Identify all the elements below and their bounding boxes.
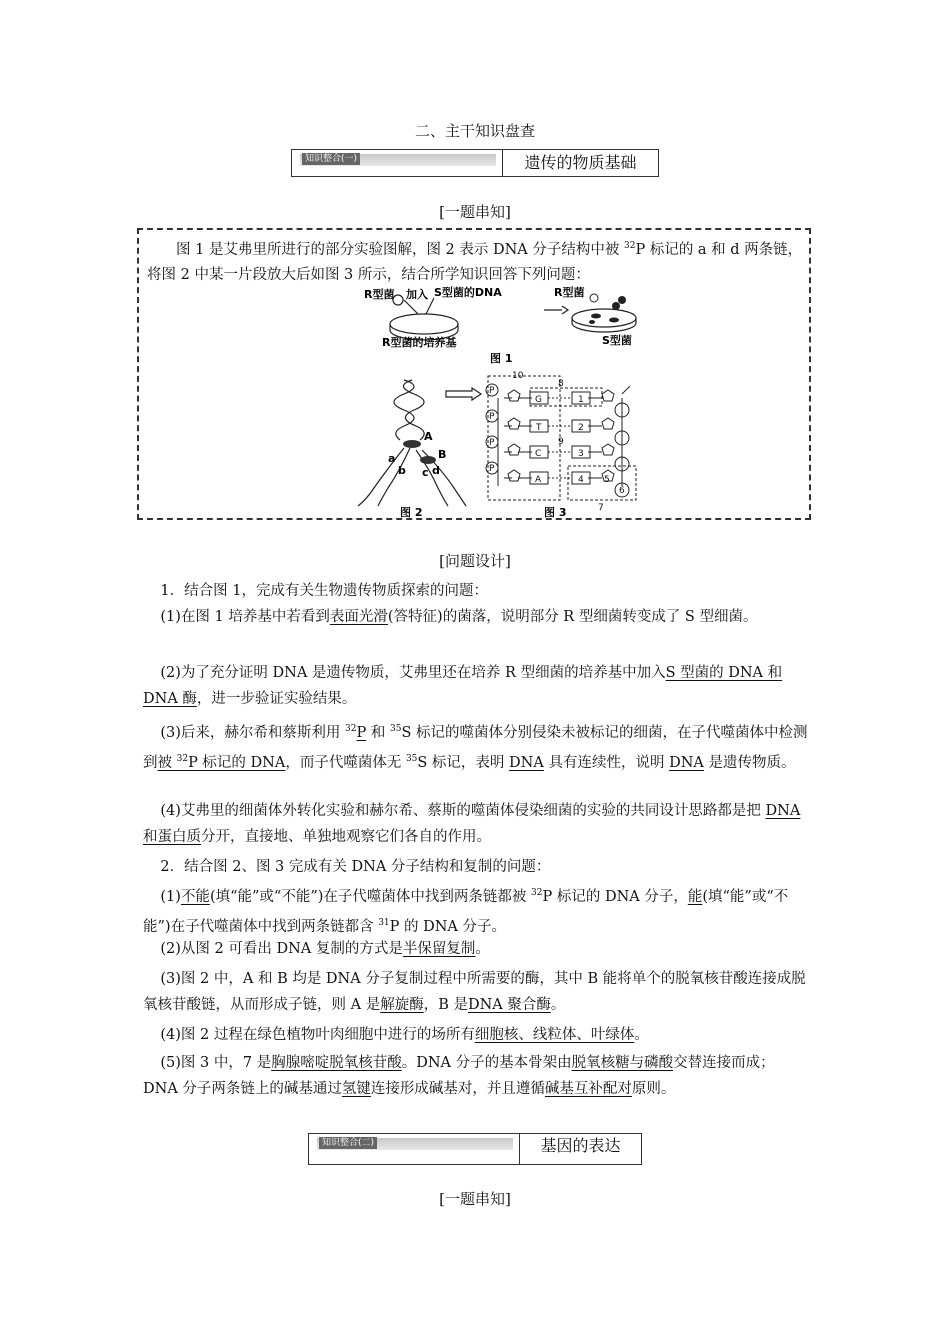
fig3-num-3: 3 <box>578 449 584 459</box>
fig3-base-2: T <box>536 423 542 433</box>
fig2-c: c <box>422 466 429 479</box>
fig1-r-label: R型菌 <box>364 288 395 301</box>
fig2-a: a <box>388 452 396 465</box>
q2-sub-5: (5)图 3 中，7 是胸腺嘧啶脱氧核苷酸。DNA 分子的基本骨架由脱氧核糖与磷酸交替连接而成；DNA 分子两条链上的碱基通过氢键连接形成碱基对，并且遵循碱基互补配对原则。 <box>143 1055 775 1097</box>
fig1-r-right-label: R型菌 <box>554 286 585 299</box>
fig3-caption: 图 3 <box>544 506 567 519</box>
fig1-add-label: 加入 <box>406 288 428 301</box>
fig3-num-8: 8 <box>558 379 564 389</box>
fig1-medium-label: R型菌的培养基 <box>382 336 457 349</box>
fig3-num-6: 6 <box>619 486 625 496</box>
figure-1 <box>364 286 654 366</box>
section-title: 二、主干知识盘查 <box>414 122 535 140</box>
q2-sub-1: (1)不能(填“能”或“不能”)在子代噬菌体中找到两条链都被 $^{32}$P 标记的 DNA 分子，能(填“能”或“不能”)在子代噬菌体中找到两条链都含 $^{31}$P 的 DNA 分子。 <box>143 888 789 935</box>
fig3-p-1: P <box>489 386 495 396</box>
fig3-p-4: P <box>489 464 495 474</box>
bracket-questions: [问题设计] <box>439 552 511 570</box>
fig3-num-9: 9 <box>558 437 564 447</box>
fig2-B: B <box>438 448 447 461</box>
integration-tag-2: 知识整合(二) <box>309 1134 520 1164</box>
integration-box-2 <box>308 1133 642 1165</box>
q2-sub-3: (3)图 2 中，A 和 B 均是 DNA 分子复制过程中所需要的酶，其中 B 能将单个的脱氧核苷酸连接成脱氧核苷酸链，从而形成子链，则 A 是解旋酶，B 是DNA 聚合酶。 <box>143 971 806 1013</box>
q1-sub-4: (4)艾弗里的细菌体外转化实验和赫尔希、蔡斯的噬菌体侵染细菌的实验的共同设计思路都是把 DNA 和蛋白质分开，直接地、单独地观察它们各自的作用。 <box>143 803 801 845</box>
q1-title: 1．结合图 1，完成有关生物遗传物质探索的问题： <box>160 583 488 599</box>
fig3-num-2: 2 <box>578 423 584 433</box>
fig3-base-1: G <box>535 395 542 405</box>
fig3-base-4: A <box>535 475 542 485</box>
fig1-caption: 图 1 <box>490 352 513 365</box>
integration-title-2: 基因的表达 <box>540 1136 621 1155</box>
fig1-sdna-label: S型菌的DNA <box>434 286 502 299</box>
fig2-d: d <box>432 464 440 477</box>
arrow-icon <box>444 387 484 401</box>
fig3-base-3: C <box>535 449 542 459</box>
fig3-p-2: P <box>489 412 495 422</box>
q2-sub-2: (2)从图 2 可看出 DNA 复制的方式是半保留复制。 <box>160 941 490 957</box>
intro-text: 图 1 是艾弗里所进行的部分实验图解，图 2 表示 DNA 分子结构中被 $^{32}$P 标记的 a 和 d 两条链，将图 2 中某一片段放大后如图 3 所示，结合所学知识回答下列问题： <box>147 241 803 283</box>
q1-sub-3: (3)后来，赫尔希和蔡斯利用 $^{32}$P 和 $^{35}$S 标记的噬菌体分别侵染未被标记的细菌，在子代噬菌体中检测到被 $^{32}$P 标记的 DNA，而子代噬菌体无 $^{35}$S 标记，表明 DNA 具有连续性，说明 DNA 是遗传物质。 <box>143 724 808 771</box>
intro-box <box>137 228 811 520</box>
fig3-num-5: 5 <box>604 475 610 485</box>
fig2-A: A <box>424 430 433 443</box>
fig3-num-1: 1 <box>578 395 584 405</box>
fig3-p-3: P <box>489 438 495 448</box>
q1-sub-2: (2)为了充分证明 DNA 是遗传物质，艾弗里还在培养 R 型细菌的培养基中加入S 型菌的 DNA 和 DNA 酶，进一步验证实验结果。 <box>143 665 783 707</box>
figure-3 <box>484 370 644 520</box>
q1-sub-1: (1)在图 1 培养基中若看到表面光滑(答特征)的菌落，说明部分 R 型细菌转变成了 S 型细菌。 <box>160 609 758 625</box>
integration-box-1 <box>291 149 659 177</box>
fig2-caption: 图 2 <box>400 506 423 519</box>
fig2-b: b <box>398 464 406 477</box>
q2-title: 2．结合图 2、图 3 完成有关 DNA 分子结构和复制的问题： <box>160 859 551 875</box>
fig1-s-right-label: S型菌 <box>602 334 632 347</box>
q2-sub-4: (4)图 2 过程在绿色植物叶肉细胞中进行的场所有细胞核、线粒体、叶绿体。 <box>160 1027 649 1043</box>
bracket-intro: [一题串知] <box>439 203 511 221</box>
integration-tag-1: 知识整合(一) <box>292 150 503 176</box>
fig3-num-7: 7 <box>598 503 604 513</box>
bracket-intro-2: [一题串知] <box>439 1190 511 1208</box>
fig3-num-4: 4 <box>578 475 584 485</box>
integration-title-1: 遗传的物质基础 <box>524 153 637 172</box>
fig3-num-10: 10 <box>512 371 524 381</box>
